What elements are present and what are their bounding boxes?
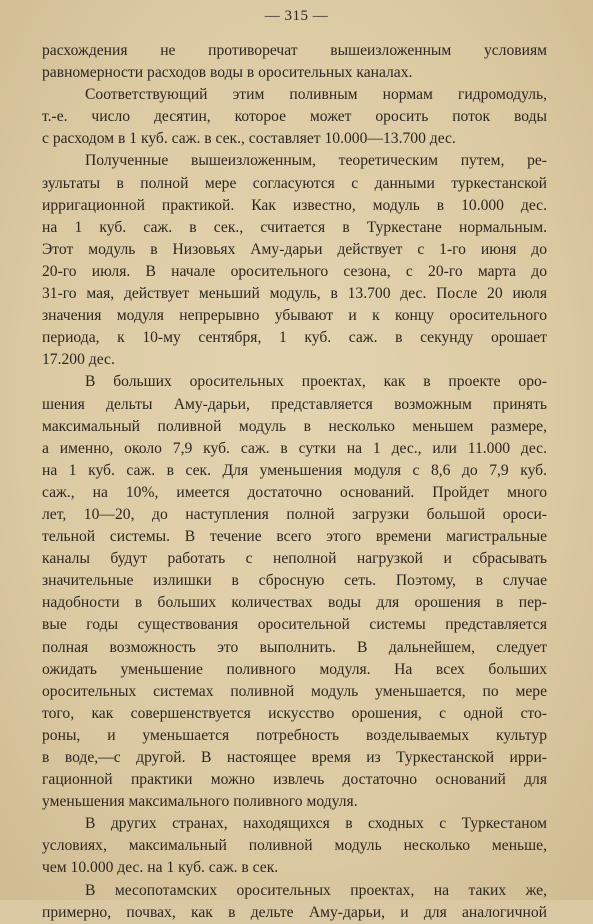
text-line: чем 10.000 дес. на 1 куб. саж. в сек. xyxy=(42,859,279,877)
text-line: шения дельты Аму-дарьи, представляется возможным принять xyxy=(42,395,547,413)
text-line: В месопотамских оросительных проектах, на таких же, xyxy=(85,881,547,899)
page-number: — 315 — xyxy=(264,8,329,24)
text-line: того, как совершенствуется искусство орошения, с одной сто- xyxy=(42,704,547,722)
paragraph xyxy=(42,371,547,813)
text-line: с расходом в 1 куб. саж. в сек., составляет 10.000—13.700 дес. xyxy=(42,130,456,148)
text-line: в воде,—с другой. В настоящее время из Туркестанской ирри- xyxy=(42,749,547,766)
paragraph xyxy=(42,150,547,371)
text-line: роны, и уменьшается потребность возделываемых культур xyxy=(42,726,547,744)
text-line: на 1 куб. саж. в сек., считается в Туркестане нормальным. xyxy=(42,218,547,236)
body-text xyxy=(42,40,547,924)
text-line: В больших оросительных проектах, как в проекте оро- xyxy=(85,373,547,391)
text-line: В других странах, находящихся в сходных с Туркестаном xyxy=(85,815,547,833)
text-line: 31-го мая, действует меньший модуль, в 13.700 дес. После 20 июля xyxy=(42,285,547,303)
text-line: полная возможность это выполнить. В дальнейшем, следует xyxy=(42,638,547,656)
paragraph xyxy=(42,813,547,879)
text-line: условиях, максимальный поливной модуль несколько меньше, xyxy=(42,837,547,855)
text-line: тельной системы. В течение всего этого времени магистральные xyxy=(42,528,547,546)
text-line: значительные излишки в сбросную сеть. Поэтому, в случае xyxy=(42,572,547,590)
paragraph xyxy=(42,880,547,924)
text-line: расхождения не противоречат вышеизложенным условиям xyxy=(42,42,547,59)
text-line: Этот модуль в Низовьях Аму-дарьи действует с 1-го июня до xyxy=(42,240,547,258)
text-line: уменьшения максимального поливного модуля. xyxy=(42,793,358,811)
text-line: 20-го июля. В начале оросительного сезона, с 20-го марта до xyxy=(42,262,547,280)
paragraph xyxy=(42,84,547,150)
text-line: равномерности расходов воды в оросительных каналах. xyxy=(42,64,413,82)
text-line: каналы будут работать с неполной нагрузкой и сбрасывать xyxy=(42,550,547,568)
text-line: значения модуля непрерывно убывают и к концу оросительного xyxy=(42,307,547,325)
text-line: примерно, почвах, как в дельте Аму-дарьи, и для аналогичной xyxy=(42,903,547,921)
text-line: периода, к 10-му сентября, 1 куб. саж. в секунду орошает xyxy=(42,329,547,347)
text-line: гационной практики можно извлечь достаточно оснований для xyxy=(42,771,547,789)
text-line: ожидать уменьшение поливного модуля. На всех больших xyxy=(42,660,547,678)
text-line: Соответствующий этим поливным нормам гидромодуль, xyxy=(85,86,547,104)
text-line: надобности в больших количествах воды для орошения в пер- xyxy=(42,594,547,612)
text-line: зультаты в полной мере согласуются с данными туркестанской xyxy=(42,174,547,192)
text-line: 17.200 дес. xyxy=(42,351,115,369)
text-line: вые годы существования оросительной системы представляется xyxy=(42,616,547,634)
paragraph xyxy=(42,40,547,84)
text-line: оросительных системах поливной модуль уменьшается, по мере xyxy=(42,682,547,700)
text-line: Полученные вышеизложенным, теоретическим путем, ре- xyxy=(85,152,547,170)
text-line: саж., на 10%, имеется достаточно оснований. Пройдет много xyxy=(42,483,547,501)
text-line: максимальный поливной модуль в несколько меньшем размере, xyxy=(42,417,547,435)
text-line: лет, 10—20, до наступления полной загрузки большой ороси- xyxy=(42,505,547,523)
text-line: на 1 куб. саж. в сек. Для уменьшения модуля с 8,6 до 7,9 куб. xyxy=(42,461,547,479)
text-line: т.-е. число десятин, которое может оросить поток воды xyxy=(42,108,547,126)
text-line: ирригационной практикой. Как известно, модуль в 10.000 дес. xyxy=(42,196,547,214)
text-line: а именно, около 7,9 куб. саж. в сутки на 1 дес., или 11.000 дес. xyxy=(42,439,547,457)
